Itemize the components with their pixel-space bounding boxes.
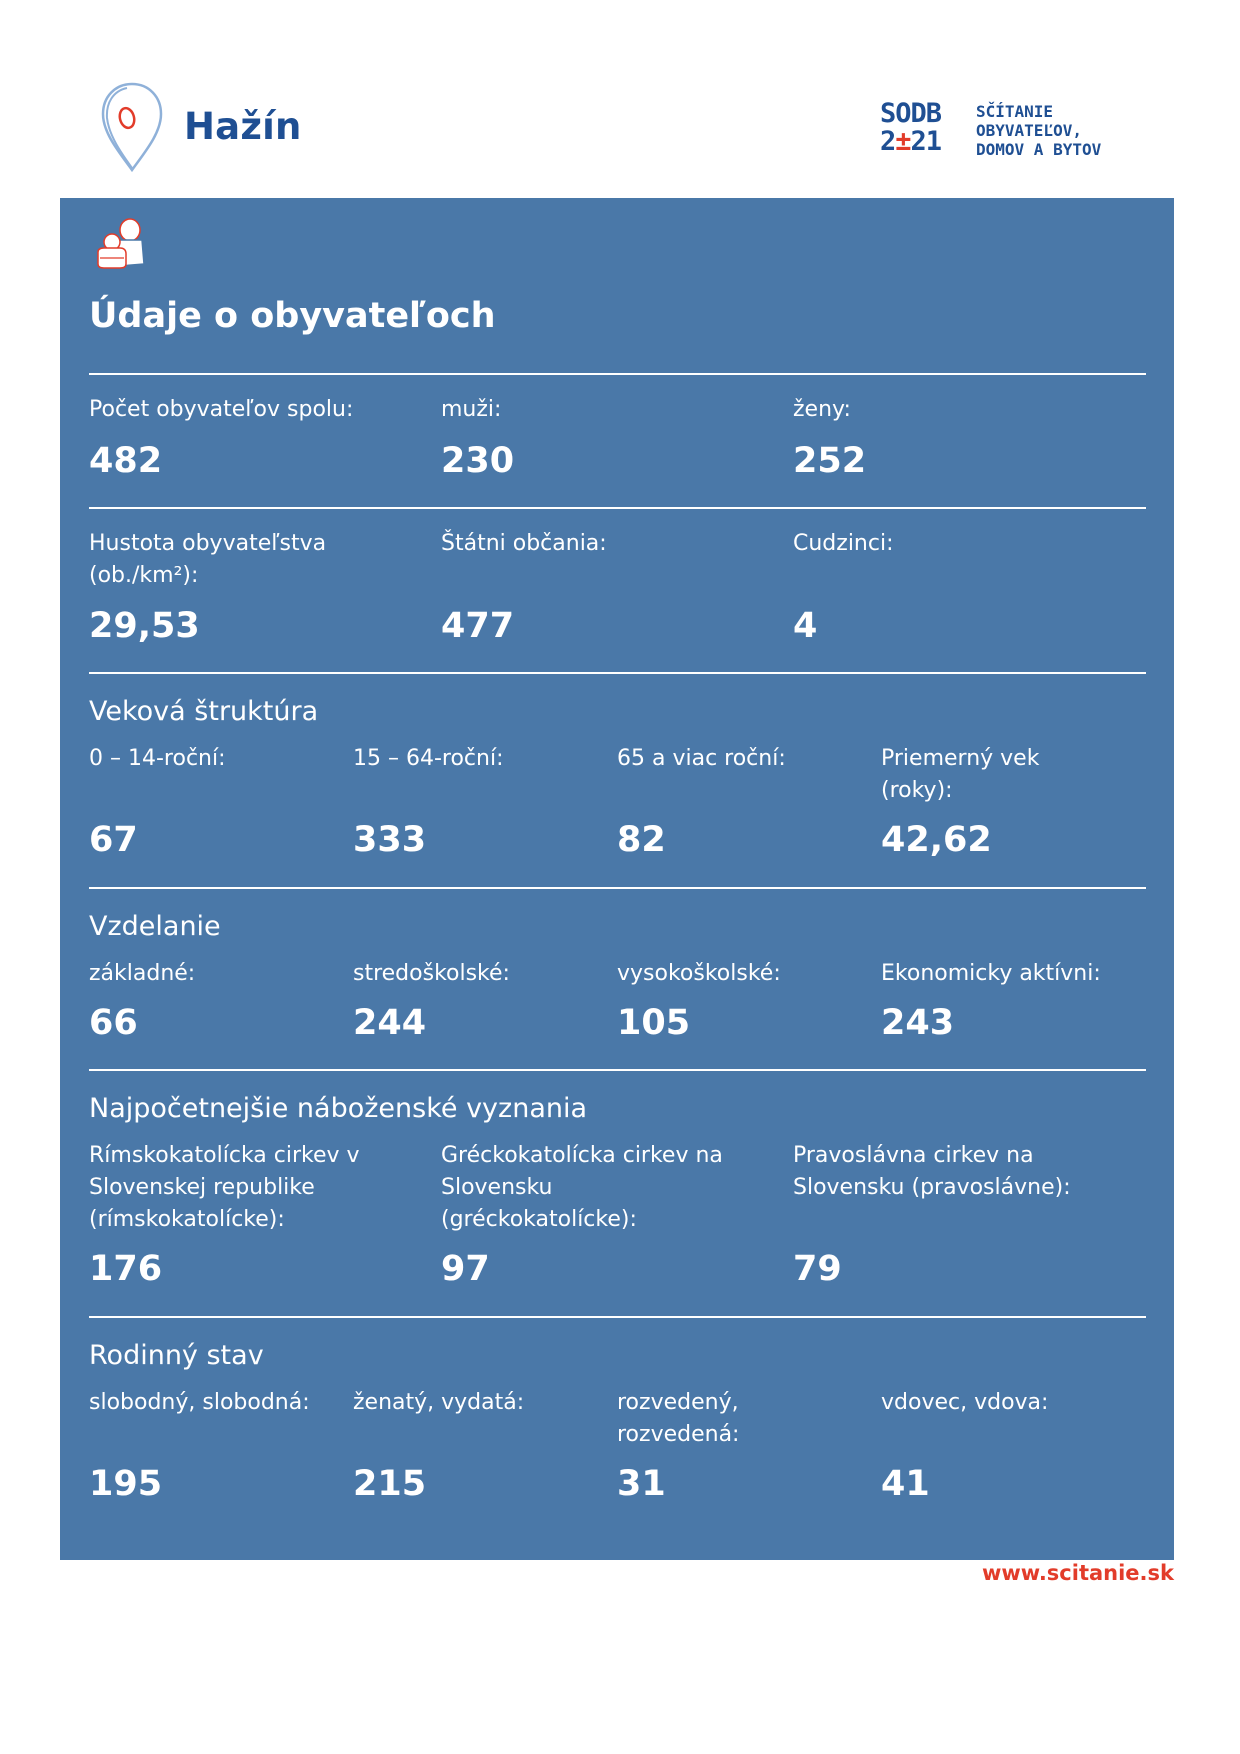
economically-active-label: Ekonomicky aktívni: — [881, 961, 1101, 986]
average-age-label-line-1: Priemerný vek — [881, 746, 1040, 771]
religion-roman-catholic-label-line-2: Slovenskej republike — [89, 1175, 315, 1200]
foreigners-label: Cudzinci: — [793, 531, 894, 556]
religion-greek-catholic-label-line-1: Gréckokatolícka cirkev na — [441, 1143, 723, 1168]
religion-greek-catholic-label-line-2: Slovensku — [441, 1175, 553, 1200]
logo-line-2: OBYVATEĽOV, — [976, 121, 1082, 140]
logo-line-3: DOMOV A BYTOV — [976, 140, 1102, 159]
education-secondary-label: stredoškolské: — [353, 961, 510, 986]
population-women-label: ženy: — [793, 397, 851, 422]
religion-roman-catholic-label-line-3: (rímskokatolícke): — [89, 1207, 285, 1232]
divider — [89, 1069, 1146, 1071]
religion-greek-catholic-label-line-3: (gréckokatolícke): — [441, 1207, 637, 1232]
divider — [89, 373, 1146, 375]
religion-greek-catholic-value: 97 — [441, 1249, 490, 1289]
population-total-label: Počet obyvateľov spolu: — [89, 397, 354, 422]
logo-mark-bottom — [880, 128, 962, 156]
citizens-value: 477 — [441, 606, 515, 646]
population-total-value: 482 — [89, 441, 163, 481]
marital-married-value: 215 — [353, 1464, 427, 1504]
people-icon — [90, 216, 148, 274]
town-name: Hažín — [184, 105, 302, 148]
education-basic-value: 66 — [89, 1003, 138, 1043]
population-men-label: muži: — [441, 397, 502, 422]
logo-mark-plusminus: ± — [895, 126, 911, 157]
density-label-line-1: Hustota obyvateľstva — [89, 531, 327, 556]
marital-single-value: 195 — [89, 1464, 163, 1504]
divider — [89, 1316, 1146, 1318]
education-basic-label: základné: — [89, 961, 196, 986]
density-label-line-2: (ob./km²): — [89, 563, 199, 588]
education-university-label: vysokoškolské: — [617, 961, 781, 986]
foreigners-value: 4 — [793, 606, 818, 646]
logo-mark-top: SODB — [880, 98, 942, 129]
economically-active-value: 243 — [881, 1003, 955, 1043]
marital-divorced-value: 31 — [617, 1464, 666, 1504]
average-age-value: 42,62 — [881, 820, 992, 860]
logo-line-1: SČÍTANIE — [976, 102, 1054, 121]
marital-widowed-label: vdovec, vdova: — [881, 1390, 1049, 1415]
logo-mark-digit-left: 2 — [880, 126, 896, 157]
population-women-value: 252 — [793, 441, 867, 481]
age-15-64-value: 333 — [353, 820, 427, 860]
religion-section-title: Najpočetnejšie náboženské vyznania — [89, 1093, 588, 1124]
marital-widowed-value: 41 — [881, 1464, 930, 1504]
marital-divorced-label-line-2: rozvedená: — [617, 1422, 740, 1447]
religion-orthodox-value: 79 — [793, 1249, 842, 1289]
divider — [89, 887, 1146, 889]
marital-section-title: Rodinný stav — [89, 1340, 264, 1371]
average-age-label-line-2: (roky): — [881, 778, 953, 803]
age-65-plus-label: 65 a viac roční: — [617, 746, 786, 771]
religion-orthodox-label-line-1: Pravoslávna cirkev na — [793, 1143, 1034, 1168]
map-pin-icon — [97, 78, 167, 176]
religion-roman-catholic-label-line-1: Rímskokatolícka cirkev v — [89, 1143, 360, 1168]
citizens-label: Štátni občania: — [441, 531, 607, 556]
logo-wordmark — [976, 102, 1101, 159]
density-value: 29,53 — [89, 606, 200, 646]
population-men-value: 230 — [441, 441, 515, 481]
marital-single-label: slobodný, slobodná: — [89, 1390, 310, 1415]
divider — [89, 672, 1146, 674]
religion-roman-catholic-value: 176 — [89, 1249, 163, 1289]
marital-married-label: ženatý, vydatá: — [353, 1390, 525, 1415]
education-secondary-value: 244 — [353, 1003, 427, 1043]
website-link[interactable]: www.scitanie.sk — [981, 1561, 1174, 1585]
age-65-plus-value: 82 — [617, 820, 666, 860]
marital-divorced-label-line-1: rozvedený, — [617, 1390, 739, 1415]
age-0-14-value: 67 — [89, 820, 138, 860]
logo-mark — [880, 100, 962, 156]
logo-mark-digit-right: 21 — [910, 126, 942, 157]
divider — [89, 507, 1146, 509]
age-section-title: Veková štruktúra — [89, 696, 319, 727]
panel-title: Údaje o obyvateľoch — [89, 296, 496, 336]
age-0-14-label: 0 – 14-roční: — [89, 746, 226, 771]
sodb-logo — [880, 100, 1120, 162]
age-15-64-label: 15 – 64-roční: — [353, 746, 504, 771]
education-university-value: 105 — [617, 1003, 691, 1043]
education-section-title: Vzdelanie — [89, 911, 221, 942]
religion-orthodox-label-line-2: Slovensku (pravoslávne): — [793, 1175, 1071, 1200]
